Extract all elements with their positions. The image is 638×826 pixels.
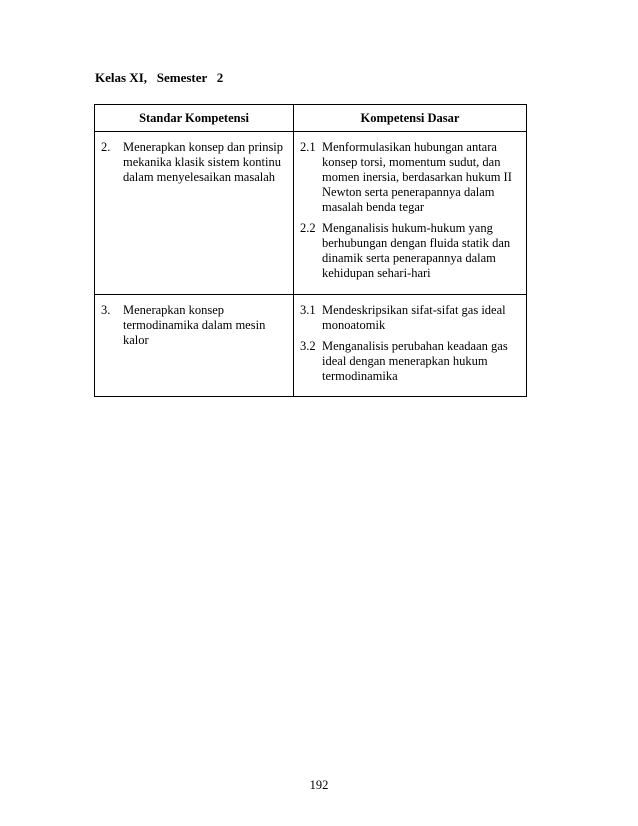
kompetensi-dasar-item [300, 221, 520, 281]
kd-text: Menganalisis hukum-hukum yang berhubungan dengan fluida statik dan dinamik serta penerapannya dalam kehidupan sehari-hari [322, 221, 511, 280]
kd-number: 2.2 [300, 221, 316, 235]
competency-table [94, 104, 527, 397]
kd-number: 2.1 [300, 140, 316, 154]
kd-text: Mendeskripsikan sifat-sifat gas ideal monoatomik [322, 303, 506, 332]
page-heading: Kelas XI, Semester 2 [95, 70, 224, 85]
kompetensi-dasar-cell [294, 132, 527, 295]
standar-kompetensi-cell [95, 295, 294, 397]
kompetensi-dasar-item [300, 140, 520, 215]
standar-kompetensi-item [101, 303, 287, 348]
table-header-row [95, 105, 527, 132]
kompetensi-dasar-item [300, 339, 520, 384]
standar-kompetensi-item [101, 140, 287, 185]
sk-text: Menerapkan konsep dan prinsip mekanika klasik sistem kontinu dalam menyelesaikan masalah [123, 140, 284, 184]
kompetensi-dasar-cell [294, 295, 527, 397]
page-number: 192 [309, 778, 329, 792]
table-row [95, 295, 527, 397]
kd-number: 3.2 [300, 339, 316, 353]
standar-kompetensi-cell [95, 132, 294, 295]
header-kompetensi-dasar: Kompetensi Dasar [294, 105, 527, 132]
sk-text: Menerapkan konsep termodinamika dalam mesin kalor [123, 303, 266, 347]
kompetensi-dasar-item [300, 303, 520, 333]
kd-number: 3.1 [300, 303, 316, 317]
kd-text: Menformulasikan hubungan antara konsep torsi, momentum sudut, dan momen inersia, berdasarkan hukum II Newton serta penerapannya dalam masalah benda tegar [322, 140, 512, 214]
sk-number: 3. [101, 303, 111, 317]
sk-number: 2. [101, 140, 111, 154]
header-standar-kompetensi: Standar Kompetensi [95, 105, 294, 132]
kd-text: Menganalisis perubahan keadaan gas ideal dengan menerapkan hukum termodinamika [322, 339, 508, 383]
table-row [95, 132, 527, 295]
